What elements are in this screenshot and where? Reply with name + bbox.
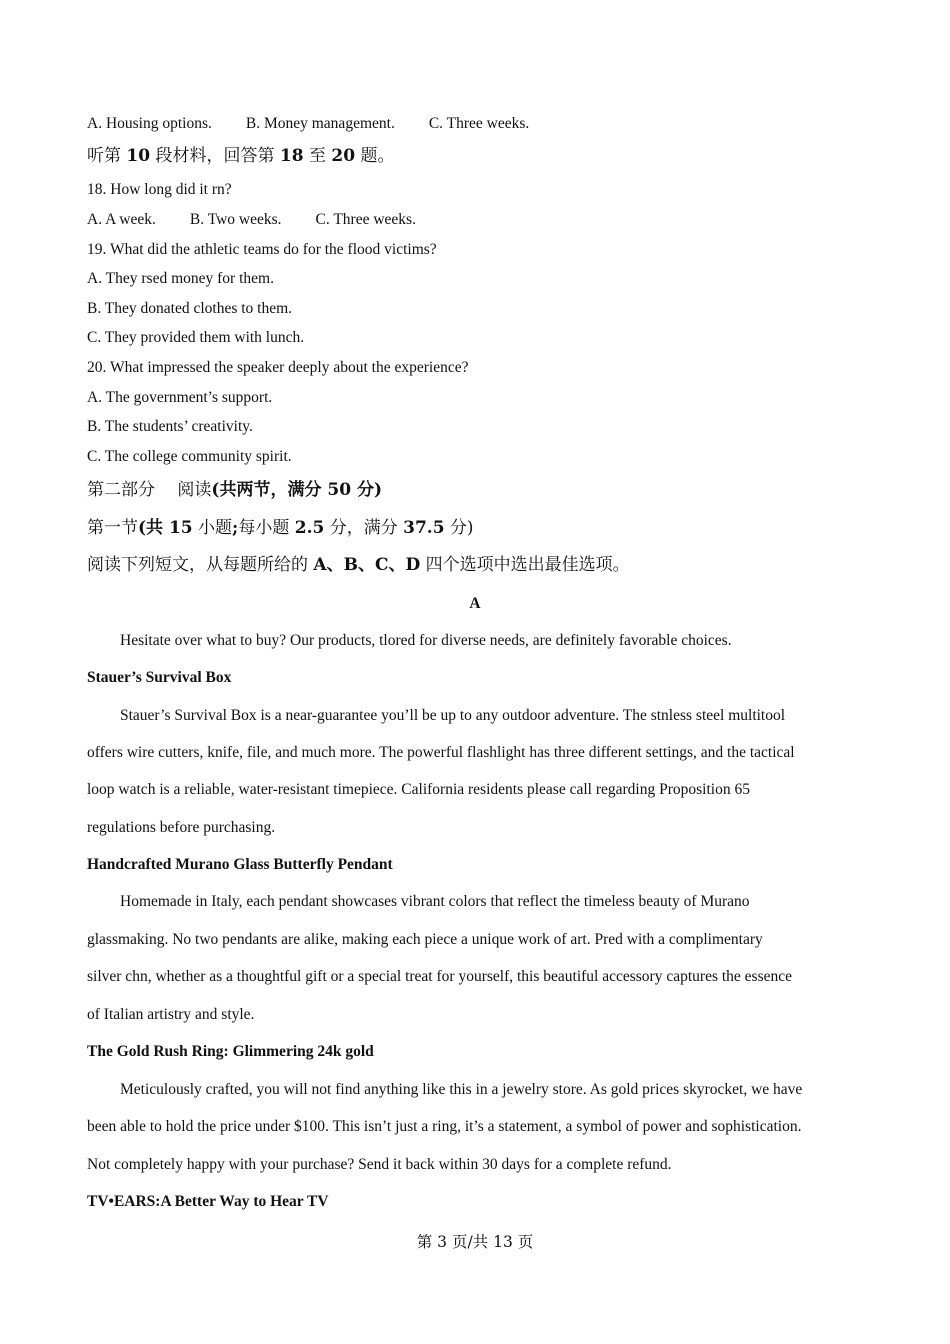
q19-option-a: A. They rsed money for them. xyxy=(87,270,274,287)
option-a: A. A week. xyxy=(87,211,156,228)
product-text-line: been able to hold the price under $100. This isn’t just a ring, it’s a statement, a symbol of power and sophistication. xyxy=(87,1118,802,1135)
product-text-line: of Italian artistry and style. xyxy=(87,1006,255,1023)
product-title-gold-ring: The Gold Rush Ring: Glimmering 24k gold xyxy=(87,1043,374,1060)
q20-option-a: A. The government’s support. xyxy=(87,389,273,406)
product-title-tv-ears: TV•EARS:A Better Way to Hear TV xyxy=(87,1193,329,1210)
q17-options xyxy=(87,114,529,134)
q18-stem: 18. How long did it rn? xyxy=(87,181,232,198)
option-b: B. Two weeks. xyxy=(189,211,282,228)
option-c: C. Three weeks. xyxy=(315,211,416,228)
option-a: A. Housing options. xyxy=(87,115,212,132)
q19-option-b: B. They donated clothes to them. xyxy=(87,300,293,317)
q20-option-c: C. The college community spirit. xyxy=(87,448,292,465)
q20-stem: 20. What impressed the speaker deeply about the experience? xyxy=(87,359,469,376)
part-two-heading: 第二部分 阅读(共两节，满分 50 分) xyxy=(87,480,383,500)
page-footer: 第 3 页/共 13 页 xyxy=(416,1233,534,1251)
passage-intro: Hesitate over what to buy? Our products, tlored for diverse needs, are definitely favorable choices. xyxy=(120,632,732,649)
q18-options xyxy=(87,210,416,230)
q20-option-b: B. The students’ creativity. xyxy=(87,418,253,435)
option-b: B. Money management. xyxy=(245,115,395,132)
product-text-line: Stauer’s Survival Box is a near-guarantee you’ll be up to any outdoor adventure. The stnless steel multitool xyxy=(120,707,786,724)
section-one-heading: 第一节(共 15 小题;每小题 2.5 分，满分 37.5 分) xyxy=(87,518,474,538)
option-c: C. Three weeks. xyxy=(428,115,530,132)
q19-option-c: C. They provided them with lunch. xyxy=(87,329,305,346)
product-text-line: silver chn, whether as a thoughtful gift or a special treat for yourself, this beautiful accessory captures the essence xyxy=(87,968,792,985)
product-title-survival-box: Stauer’s Survival Box xyxy=(87,669,232,686)
product-text-line: Not completely happy with your purchase? Send it back within 30 days for a complete refund. xyxy=(87,1156,672,1173)
passage-label: A xyxy=(469,595,481,612)
reading-instruction: 阅读下列短文，从每题所给的 A、B、C、D 四个选项中选出最佳选项。 xyxy=(87,555,630,575)
product-title-pendant: Handcrafted Murano Glass Butterfly Pendant xyxy=(87,856,393,873)
product-text-line: Homemade in Italy, each pendant showcases vibrant colors that reflect the timeless beauty of Murano xyxy=(120,893,750,910)
section10-instruction: 听第 10 段材料，回答第 18 至 20 题。 xyxy=(87,146,395,166)
q19-stem: 19. What did the athletic teams do for the flood victims? xyxy=(87,241,437,258)
product-text-line: glassmaking. No two pendants are alike, making each piece a unique work of art. Pred with a complimentary xyxy=(87,931,763,948)
product-text-line: regulations before purchasing. xyxy=(87,819,276,836)
product-text-line: loop watch is a reliable, water-resistant timepiece. California residents please call regarding Proposition 65 xyxy=(87,781,750,798)
product-text-line: Meticulously crafted, you will not find anything like this in a jewelry store. As gold prices skyrocket, we have xyxy=(120,1081,803,1098)
product-text-line: offers wire cutters, knife, file, and much more. The powerful flashlight has three different settings, and the tactical xyxy=(87,744,795,761)
